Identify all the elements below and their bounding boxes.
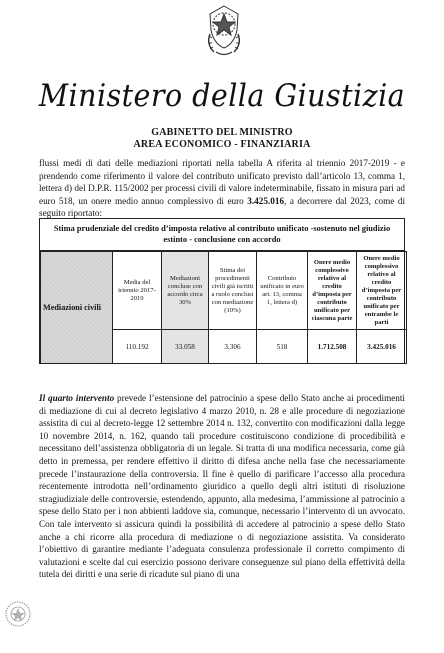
table-cell: 518 bbox=[257, 330, 308, 364]
table-grid bbox=[40, 251, 407, 364]
column-header: Stima dei procedimenti civili già iscritti a ruolo conclusi con mediazione (10%) bbox=[209, 252, 257, 330]
column-header: Contributo unificato in euro art. 13, comma 1, lettera d) bbox=[257, 252, 308, 330]
paragraph-body: prevede l’estensione del patrocinio a spese dello Stato anche ai procedimenti di mediazione di cui al decreto legislativo 4 marzo 2010, n. 28 e alle procedure di negoziazione assistita di cui al decreto-legge 12 settembre 2014 n. 132, convertito con modificazioni dalla legge 10 novembre 2014, n. 162, quando tali procedure costituiscono condizione di procedibilità e necessitano dell’assistenza obbligatoria di un legale. Si tratta di una modifica necessaria, come già detto in premessa, per rendere effettivo il diritto di difesa anche nella fase che necessariamente precede l’instaurazione della controversia. Il fine è quello di parificare l’accesso alla procedura recentemente introdotta nell’ordinamento giuridico a quello degli altri istituti di risoluzione stragiudiziale delle controversie, estendendo, appunto, alla medesima, l’ammissione al patrocinio a spese dello Stato per i non abbienti laddove sia, comunque, necessario l’intervento di un avvocato. Con tale intervento si assicura quindi la possibilità di accedere al patrocinio a spese dello Stato anche a chi ricorre alla procedura di mediazione o di negoziazione assistita. Va considerato l’obiettivo di garantire mediante l’adeguata consulenza professionale il corretto compimento di valutazioni e scelte dal cui esercizio possono derivare conseguenze sul piano della effettività della tutela dei diritti e una serie di ricadute sul piano di una bbox=[39, 393, 405, 580]
table-header-row bbox=[41, 252, 407, 330]
row-label: Mediazioni civili bbox=[41, 252, 113, 364]
table-cell: 110.192 bbox=[113, 330, 162, 364]
column-header: Mediazioni concluse con accordo circa 30% bbox=[162, 252, 209, 330]
fourth-intervention-paragraph bbox=[39, 392, 405, 581]
intro-text-part1: flussi medi di dati delle mediazioni riportati nella tabella A riferita al triennio 2017-2019 - e prendendo come riferimento il valore del contributo unificato previsto dall’articolo 13, comma 1, lettera d) del D.P.R. 115/2002 per processi civili di valore indeterminabile, fissato in misura pari ad euro 518, un onere medio annuo complessivo di euro bbox=[39, 158, 405, 206]
column-header: Onere medio complessivo relativo al credito d’imposta per contributo unificato per ciascuna parte bbox=[308, 252, 357, 330]
ministry-name: Ministero della Giustizia bbox=[38, 78, 406, 114]
column-header: Media del triennio 2017-2019 bbox=[113, 252, 162, 330]
paragraph-lead: Il quarto intervento bbox=[39, 393, 115, 403]
intro-text-part2: , a decorrere dal 2023, come di seguito riportato: bbox=[39, 195, 405, 219]
column-header: Onere medio complessivo relativo al credito d’imposta per contributo unificato per entrambe le parti bbox=[357, 252, 407, 330]
estimate-table bbox=[39, 218, 405, 364]
table-cell: 1.712.508 bbox=[308, 330, 357, 364]
official-stamp-icon bbox=[4, 600, 32, 628]
intro-amount: 3.425.016 bbox=[247, 195, 285, 206]
table-cell: 33.058 bbox=[162, 330, 209, 364]
office-line-1: GABINETTO DEL MINISTRO bbox=[151, 127, 293, 138]
intro-paragraph bbox=[39, 157, 405, 220]
italian-republic-emblem-icon bbox=[204, 4, 244, 60]
table-cell: 3.425.016 bbox=[357, 330, 407, 364]
table-cell: 3.306 bbox=[209, 330, 257, 364]
table-title: Stima prudenziale del credito d’imposta relativo al contributo unificato -sostenuto nel giudizio estinto - conclusione con accordo bbox=[40, 219, 404, 251]
office-line-2: AREA ECONOMICO - FINANZIARIA bbox=[133, 139, 311, 150]
